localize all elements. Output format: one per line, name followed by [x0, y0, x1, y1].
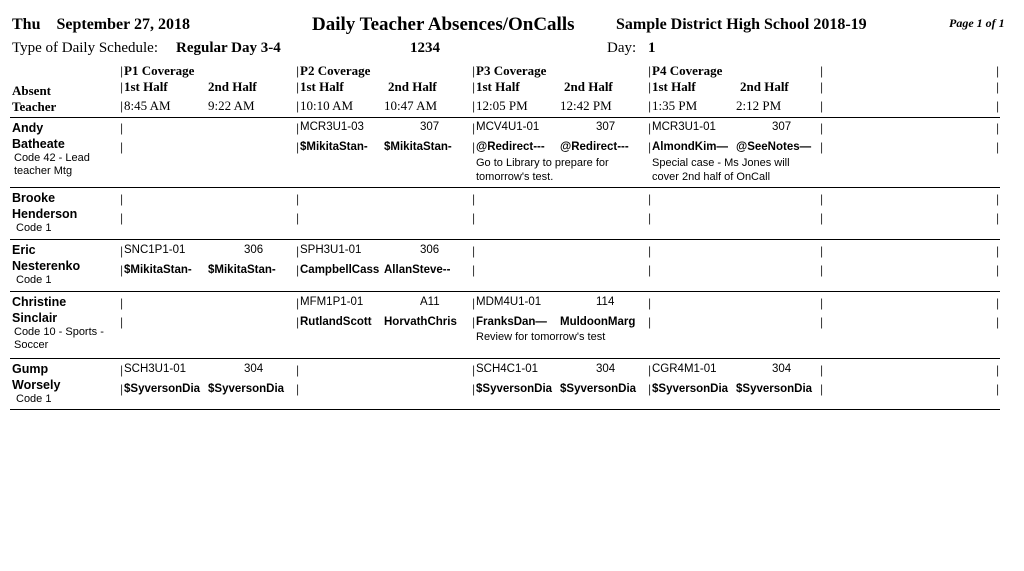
separator: |	[472, 296, 476, 310]
course-code: SNC1P1-01	[124, 244, 186, 256]
separator: |	[820, 382, 824, 396]
course-code: SPH3U1-01	[300, 244, 362, 256]
separator: |	[120, 211, 124, 225]
teacher-last-name: Batheate	[12, 137, 65, 151]
report-date-text: September 27, 2018	[56, 16, 190, 33]
p1-time-first: 8:45 AM	[124, 98, 171, 113]
room-number: 306	[420, 244, 440, 256]
row-divider	[10, 239, 1000, 240]
day-value: 1	[648, 40, 656, 56]
separator: |	[296, 315, 300, 329]
course-code: MDM4U1-01	[476, 296, 542, 308]
separator: |	[472, 244, 476, 258]
coverage-teacher-first: $SyversonDia	[124, 383, 201, 395]
p4-second-half-header: 2nd Half	[740, 79, 789, 94]
teacher-first-name: Christine	[12, 295, 67, 309]
separator: |	[996, 121, 1000, 135]
coverage-note: Special case - Ms Jones will cover 2nd half of OnCall	[652, 157, 790, 183]
p4-time-first: 1:35 PM	[652, 98, 698, 113]
separator: |	[996, 244, 1000, 258]
coverage-teacher-second: $MikitaStan-	[208, 264, 276, 276]
coverage-teacher-second: $SyversonDia	[560, 383, 637, 395]
separator: |	[996, 263, 1000, 277]
separator: |	[996, 382, 1000, 396]
p2-time-second: 10:47 AM	[384, 98, 438, 113]
separator: |	[648, 244, 652, 258]
course-code: CGR4M1-01	[652, 363, 717, 375]
teacher-header: Teacher	[12, 99, 57, 114]
schedule-code: 1234	[410, 40, 440, 56]
coverage-note: Review for tomorrow's test	[476, 331, 606, 343]
separator: |	[472, 363, 476, 377]
separator: |	[996, 99, 1000, 113]
p3-first-half-header: 1st Half	[476, 79, 520, 94]
teacher-last-name: Worsely	[12, 378, 61, 392]
schedule-type-value: Regular Day 3-4	[176, 40, 281, 56]
p3-second-half-header: 2nd Half	[564, 79, 613, 94]
coverage-teacher-second: AllanSteve--	[384, 264, 451, 276]
separator: |	[296, 80, 300, 94]
school-name: Sample District High School 2018-19	[616, 16, 867, 33]
room-number: 114	[596, 296, 615, 308]
p4-first-half-header: 1st Half	[652, 79, 696, 94]
teacher-last-name: Henderson	[12, 207, 78, 221]
coverage-teacher-first: CampbellCass	[300, 264, 380, 276]
separator: |	[472, 99, 476, 113]
p2-first-half-header: 1st Half	[300, 79, 344, 94]
separator: |	[120, 80, 124, 94]
separator: |	[296, 99, 300, 113]
day-label: Day:	[607, 40, 637, 56]
room-number: 306	[244, 244, 264, 256]
absent-header: Absent	[12, 83, 52, 98]
coverage-teacher-first: @Redirect---	[476, 141, 545, 153]
coverage-teacher-second: MuldoonMarg	[560, 316, 636, 328]
separator: |	[296, 382, 300, 396]
teacher-first-name: Gump	[12, 362, 49, 376]
room-number: 307	[772, 121, 792, 133]
absence-code: Code 42 - Lead teacher Mtg	[14, 152, 90, 177]
separator: |	[296, 121, 300, 135]
teacher-first-name: Andy	[12, 121, 44, 135]
separator: |	[996, 64, 1000, 78]
separator: |	[996, 192, 1000, 206]
separator: |	[472, 211, 476, 225]
room-number: 307	[420, 121, 440, 133]
separator: |	[820, 140, 824, 154]
separator: |	[296, 140, 300, 154]
report-date	[12, 16, 190, 34]
separator: |	[120, 296, 124, 310]
separator: |	[820, 315, 824, 329]
separator: |	[472, 80, 476, 94]
coverage-teacher-second: @Redirect---	[560, 141, 629, 153]
separator: |	[648, 315, 652, 329]
separator: |	[472, 64, 476, 78]
coverage-teacher-first: AlmondKim—	[652, 141, 729, 153]
separator: |	[296, 296, 300, 310]
p3-coverage-header: P3 Coverage	[476, 63, 547, 78]
separator: |	[296, 263, 300, 277]
coverage-teacher-first: $MikitaStan-	[124, 264, 192, 276]
coverage-teacher-first: $MikitaStan-	[300, 141, 368, 153]
p2-second-half-header: 2nd Half	[388, 79, 437, 94]
room-number: 304	[244, 363, 264, 375]
separator: |	[296, 211, 300, 225]
separator: |	[648, 382, 652, 396]
separator: |	[820, 263, 824, 277]
separator: |	[120, 382, 124, 396]
separator: |	[820, 192, 824, 206]
coverage-teacher-first: $SyversonDia	[652, 383, 729, 395]
separator: |	[820, 296, 824, 310]
absence-code: Code 1	[16, 222, 52, 234]
coverage-teacher-first: $SyversonDia	[476, 383, 553, 395]
separator: |	[296, 363, 300, 377]
separator: |	[472, 382, 476, 396]
row-divider	[10, 409, 1000, 410]
separator: |	[120, 140, 124, 154]
teacher-last-name: Sinclair	[12, 311, 58, 325]
separator: |	[472, 140, 476, 154]
separator: |	[648, 99, 652, 113]
separator: |	[648, 140, 652, 154]
separator: |	[648, 263, 652, 277]
separator: |	[648, 363, 652, 377]
separator: |	[648, 211, 652, 225]
row-divider	[10, 291, 1000, 292]
p2-time-first: 10:10 AM	[300, 98, 354, 113]
separator: |	[472, 192, 476, 206]
room-number: A11	[420, 296, 440, 308]
p1-time-second: 9:22 AM	[208, 98, 255, 113]
p1-coverage-header: P1 Coverage	[124, 63, 195, 78]
absence-code: Code 10 - Sports - Soccer	[14, 326, 104, 351]
p2-coverage-header: P2 Coverage	[300, 63, 371, 78]
row-divider	[10, 358, 1000, 359]
course-code: MCR3U1-01	[652, 121, 716, 133]
separator: |	[996, 140, 1000, 154]
course-code: MCR3U1-03	[300, 121, 364, 133]
separator: |	[472, 121, 476, 135]
separator: |	[648, 64, 652, 78]
course-code: SCH4C1-01	[476, 363, 538, 375]
coverage-note: Go to Library to prepare for tomorrow's test.	[476, 157, 609, 183]
coverage-teacher-second: $SyversonDia	[208, 383, 285, 395]
report-title: Daily Teacher Absences/OnCalls	[312, 14, 575, 35]
separator: |	[120, 315, 124, 329]
separator: |	[820, 80, 824, 94]
separator: |	[648, 80, 652, 94]
coverage-teacher-second: $MikitaStan-	[384, 141, 452, 153]
p3-time-first: 12:05 PM	[476, 98, 528, 113]
separator: |	[996, 296, 1000, 310]
absence-code: Code 1	[16, 274, 52, 286]
separator: |	[820, 363, 824, 377]
room-number: 304	[596, 363, 616, 375]
separator: |	[820, 121, 824, 135]
separator: |	[648, 192, 652, 206]
teacher-first-name: Eric	[12, 243, 36, 257]
separator: |	[120, 192, 124, 206]
p1-first-half-header: 1st Half	[124, 79, 168, 94]
separator: |	[120, 99, 124, 113]
separator: |	[296, 192, 300, 206]
separator: |	[820, 244, 824, 258]
room-number: 304	[772, 363, 792, 375]
row-divider	[10, 117, 1000, 118]
p3-time-second: 12:42 PM	[560, 98, 612, 113]
separator: |	[996, 363, 1000, 377]
row-divider	[10, 187, 1000, 188]
separator: |	[996, 80, 1000, 94]
separator: |	[472, 315, 476, 329]
p1-second-half-header: 2nd Half	[208, 79, 257, 94]
schedule-type-label: Type of Daily Schedule:	[12, 40, 158, 56]
separator: |	[996, 211, 1000, 225]
separator: |	[296, 64, 300, 78]
separator: |	[120, 121, 124, 135]
coverage-teacher-first: RutlandScott	[300, 316, 372, 328]
coverage-teacher-first: FranksDan—	[476, 316, 547, 328]
separator: |	[296, 244, 300, 258]
separator: |	[820, 99, 824, 113]
separator: |	[120, 263, 124, 277]
teacher-first-name: Brooke	[12, 191, 56, 205]
separator: |	[820, 64, 824, 78]
separator: |	[472, 263, 476, 277]
separator: |	[120, 363, 124, 377]
coverage-teacher-second: $SyversonDia	[736, 383, 813, 395]
absence-code: Code 1	[16, 393, 52, 405]
report-weekday: Thu	[12, 16, 41, 33]
page-number: Page 1 of 1	[949, 16, 1005, 30]
course-code: MCV4U1-01	[476, 121, 540, 133]
separator: |	[648, 296, 652, 310]
p4-coverage-header: P4 Coverage	[652, 63, 723, 78]
separator: |	[648, 121, 652, 135]
separator: |	[120, 64, 124, 78]
separator: |	[820, 211, 824, 225]
separator: |	[996, 315, 1000, 329]
course-code: SCH3U1-01	[124, 363, 186, 375]
coverage-teacher-second: HorvathChris	[384, 316, 457, 328]
p4-time-second: 2:12 PM	[736, 98, 782, 113]
room-number: 307	[596, 121, 616, 133]
course-code: MFM1P1-01	[300, 296, 364, 308]
teacher-last-name: Nesterenko	[12, 259, 81, 273]
separator: |	[120, 244, 124, 258]
coverage-teacher-second: @SeeNotes—	[736, 141, 812, 153]
